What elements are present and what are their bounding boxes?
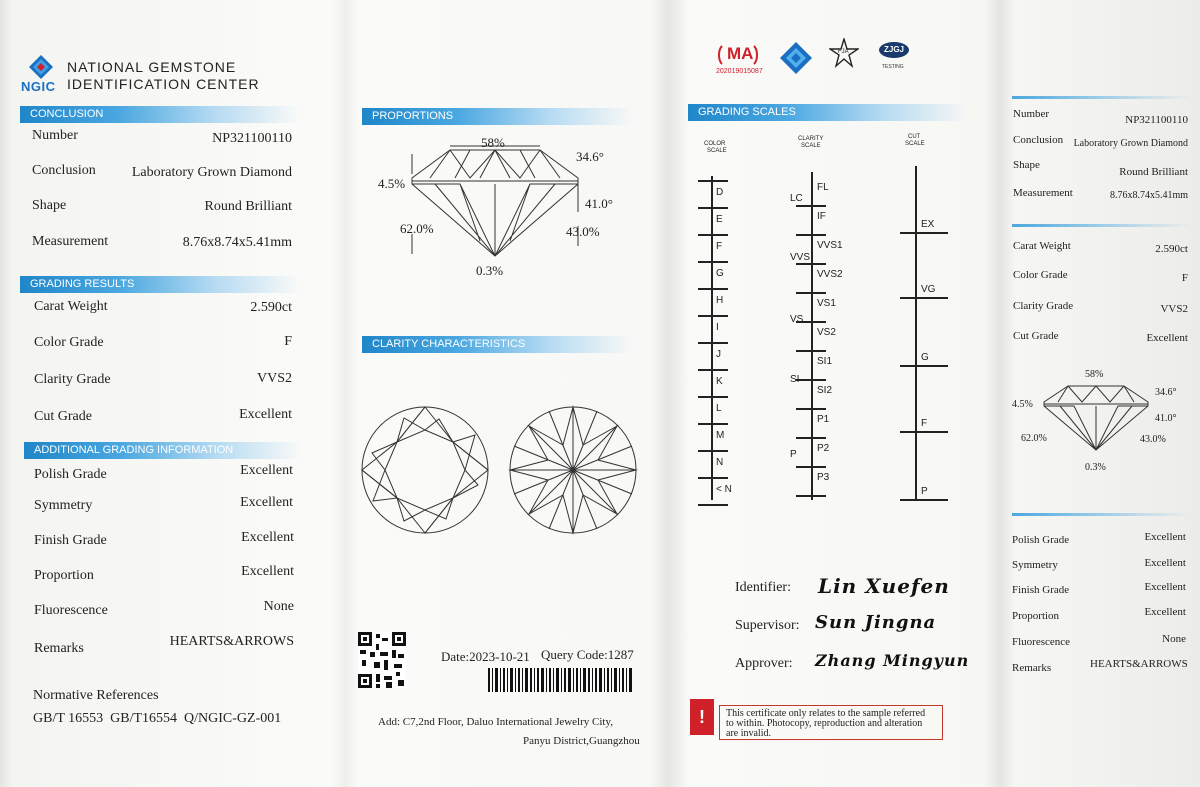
grading-value-cut: Excellent	[239, 407, 292, 422]
grading-results-heading: GRADING RESULTS	[20, 276, 300, 293]
cma-code: 202019015087	[716, 68, 763, 75]
summary-value-cut: Excellent	[1146, 332, 1188, 344]
additional-label-proportion: Proportion	[34, 568, 94, 583]
cut-scale-tick	[900, 431, 948, 433]
summary-label-fluorescence: Fluorescence	[1012, 636, 1071, 648]
clarity-group-label: VVS	[790, 252, 811, 263]
ngic-logo-icon	[28, 54, 54, 80]
clarity-grade-label: VS2	[817, 327, 836, 338]
summary-label-remarks: Remarks	[1012, 662, 1052, 674]
warning-icon: !	[690, 699, 714, 735]
conclusion-value-number: NP321100110	[212, 131, 292, 146]
cut-grade-label: P	[921, 486, 928, 497]
color-scale-tick	[698, 288, 728, 290]
testing-label: TESTING	[882, 64, 904, 70]
additional-value-remarks: HEARTS&ARROWS	[169, 634, 294, 649]
clarity-scale-tick	[796, 466, 826, 468]
issue-date: Date:2023-10-21	[441, 649, 530, 664]
summary-value-measurement: 8.76x8.74x5.41mm	[1109, 190, 1188, 201]
color-scale-tick	[698, 450, 728, 452]
summary-label-color: Color Grade	[1013, 269, 1068, 281]
clarity-group-label: VS	[790, 314, 804, 325]
cut-grade-label: EX	[921, 219, 935, 230]
clarity-scale-heading-2: SCALE	[801, 143, 821, 149]
additional-value-fluorescence: None	[263, 599, 294, 614]
summary-prop-culet: 0.3%	[1085, 462, 1106, 473]
summary-label-finish: Finish Grade	[1012, 584, 1070, 596]
clarity-grade-label: P2	[817, 443, 830, 454]
additional-info-heading: ADDITIONAL GRADING INFORMATION	[24, 442, 302, 459]
summary-value-shape: Round Brilliant	[1119, 166, 1188, 178]
cma-logo-text: MA	[727, 44, 754, 63]
prop-pavilion-pct: 43.0%	[566, 224, 600, 239]
normative-references-value: GB/T 16553 GB/T16554 Q/NGIC-GZ-001	[33, 711, 282, 726]
additional-value-proportion: Excellent	[241, 564, 294, 579]
clarity-scale-tick	[796, 379, 826, 381]
conclusion-label-measurement: Measurement	[32, 234, 109, 249]
summary-value-conclusion: Laboratory Grown Diamond	[1073, 138, 1188, 149]
additional-value-polish: Excellent	[240, 463, 293, 478]
cut-scale-tick	[900, 297, 948, 299]
cut-grade-label: F	[921, 418, 928, 429]
zjgj-logo-text: ZJGJ	[884, 45, 905, 54]
grading-label-color: Color Grade	[34, 335, 104, 350]
summary-value-clarity: VVS2	[1160, 303, 1188, 315]
color-grade-label: N	[716, 457, 724, 468]
cut-grade-label: G	[921, 352, 929, 363]
additional-label-finish: Finish Grade	[34, 533, 107, 548]
color-scale-tick	[698, 234, 728, 236]
clarity-grade-label: P1	[817, 414, 830, 425]
clarity-group-label: LC	[790, 193, 803, 204]
summary-label-shape: Shape	[1013, 159, 1040, 171]
color-grade-label: J	[716, 349, 721, 360]
color-grade-label: I	[716, 322, 719, 333]
summary-mid-rule	[1012, 224, 1190, 227]
pavilion-plot-diagram	[508, 405, 638, 535]
summary-value-remarks: HEARTS&ARROWS	[1090, 658, 1188, 670]
cut-scale-tick	[900, 499, 948, 501]
approver-signature: Zhang Mingyun	[815, 651, 970, 670]
summary-prop-crown-angle: 34.6°	[1155, 387, 1177, 398]
color-scale-tick	[698, 504, 728, 506]
color-grade-label: E	[716, 214, 723, 225]
color-scale-tick	[698, 423, 728, 425]
conclusion-value-conclusion: Laboratory Grown Diamond	[131, 165, 292, 180]
clarity-grade-label: P3	[817, 472, 830, 483]
additional-value-finish: Excellent	[241, 530, 294, 545]
summary-label-polish: Polish Grade	[1012, 534, 1070, 546]
clarity-grade-label: VVS2	[817, 269, 843, 280]
identifier-label: Identifier:	[735, 580, 791, 595]
summary-prop-table: 58%	[1085, 369, 1104, 380]
summary-value-proportion: Excellent	[1144, 606, 1186, 618]
color-scale-tick	[698, 207, 728, 209]
conclusion-label-number: Number	[32, 128, 78, 143]
grading-value-clarity: VVS2	[256, 371, 292, 386]
clarity-scale-tick	[796, 205, 826, 207]
grading-label-carat: Carat Weight	[34, 299, 108, 314]
summary-top-rule	[1012, 96, 1190, 99]
clarity-grade-label: VS1	[817, 298, 836, 309]
notice-line2: to within. Photocopy, reproduction and alteration	[726, 718, 923, 729]
fja-logo-text: FJA	[838, 49, 849, 55]
summary-label-carat: Carat Weight	[1013, 240, 1071, 252]
clarity-grade-label: VVS1	[817, 240, 843, 251]
summary-value-number: NP321100110	[1125, 114, 1188, 126]
proportions-heading: PROPORTIONS	[362, 108, 632, 125]
barcode-icon	[488, 668, 634, 692]
color-grade-label: < N	[716, 484, 732, 495]
qr-code-icon	[358, 632, 406, 688]
summary-prop-crown-height: 4.5%	[1012, 399, 1033, 410]
clarity-scale-tick	[796, 495, 826, 497]
clarity-scale-tick	[796, 292, 826, 294]
clarity-grade-label: SI2	[817, 385, 833, 396]
clarity-scale-line	[811, 172, 813, 500]
grading-scales-heading: GRADING SCALES	[688, 104, 968, 121]
color-grade-label: H	[716, 295, 724, 306]
summary-value-finish: Excellent	[1144, 581, 1186, 593]
org-name-line1: NATIONAL GEMSTONE	[67, 59, 237, 75]
supervisor-label: Supervisor:	[735, 618, 800, 633]
summary-prop-pavilion-depth: 41.0°	[1155, 413, 1177, 424]
conclusion-label-conclusion: Conclusion	[32, 163, 96, 178]
clarity-scale-tick	[796, 234, 826, 236]
grading-label-clarity: Clarity Grade	[34, 372, 111, 387]
color-scale-tick	[698, 342, 728, 344]
conclusion-value-shape: Round Brilliant	[204, 199, 292, 214]
summary-label-clarity: Clarity Grade	[1013, 300, 1074, 312]
grading-value-color: F	[284, 334, 292, 349]
color-grade-label: G	[716, 268, 724, 279]
clarity-group-label: SI	[790, 374, 800, 385]
color-scale-heading-2: SCALE	[707, 148, 727, 154]
summary-label-measurement: Measurement	[1013, 187, 1073, 199]
grading-value-carat: 2.590ct	[250, 300, 292, 315]
summary-label-cut: Cut Grade	[1013, 330, 1059, 342]
summary-value-polish: Excellent	[1144, 531, 1186, 543]
clarity-grade-label: IF	[817, 211, 826, 222]
logo-text: NGIC	[21, 79, 56, 94]
cut-scale-tick	[900, 232, 948, 234]
supervisor-signature: Sun Jingna	[815, 612, 937, 633]
color-scale-tick	[698, 315, 728, 317]
cut-scale-heading-1: CUT	[908, 134, 921, 140]
notice-line1: This certificate only relates to the sample referred	[726, 708, 926, 719]
lab-address-line2: Panyu District,Guangzhou	[523, 735, 640, 747]
prop-total-depth: 62.0%	[400, 221, 434, 236]
summary-prop-pavilion-pct: 43.0%	[1140, 434, 1166, 445]
summary-value-color: F	[1181, 272, 1188, 284]
summary-value-fluorescence: None	[1162, 633, 1186, 645]
conclusion-value-measurement: 8.76x8.74x5.41mm	[182, 235, 292, 250]
summary-label-symmetry: Symmetry	[1012, 559, 1058, 571]
color-scale-tick	[698, 261, 728, 263]
cut-scale-tick	[900, 365, 948, 367]
prop-culet: 0.3%	[476, 263, 504, 278]
conclusion-label-shape: Shape	[32, 198, 67, 213]
grading-label-cut: Cut Grade	[34, 409, 92, 424]
summary-label-conclusion: Conclusion	[1013, 134, 1064, 146]
approver-label: Approver:	[735, 656, 793, 671]
clarity-scale-heading-1: CLARITY	[798, 136, 824, 142]
additional-value-symmetry: Excellent	[240, 495, 293, 510]
color-grade-label: K	[716, 376, 723, 387]
summary-prop-total-depth: 62.0%	[1021, 433, 1047, 444]
clarity-scale-tick	[796, 263, 826, 265]
clarity-characteristics-heading: CLARITY CHARACTERISTICS	[362, 336, 632, 353]
cut-grade-label: VG	[921, 284, 936, 295]
crown-plot-diagram	[360, 405, 490, 535]
cut-scale-heading-2: SCALE	[905, 141, 925, 147]
query-code: Query Code:1287	[541, 647, 634, 662]
normative-references-title: Normative References	[33, 688, 159, 703]
summary-bottom-rule	[1012, 513, 1190, 516]
color-scale-tick	[698, 477, 728, 479]
lab-address-line1: Add: C7,2nd Floor, Daluo International Jewelry City,	[378, 716, 614, 728]
prop-pavilion-depth: 41.0°	[585, 196, 613, 211]
summary-label-number: Number	[1013, 108, 1050, 120]
color-grade-label: L	[716, 403, 722, 414]
additional-label-symmetry: Symmetry	[34, 498, 93, 513]
color-scale-heading-1: COLOR	[704, 141, 726, 147]
clarity-grade-label: SI1	[817, 356, 833, 367]
clarity-group-label: P	[790, 449, 797, 460]
additional-label-fluorescence: Fluorescence	[34, 603, 108, 618]
color-scale-tick	[698, 369, 728, 371]
conclusion-heading: CONCLUSION	[20, 106, 300, 123]
notice-box	[719, 705, 943, 740]
color-grade-label: F	[716, 241, 723, 252]
summary-value-carat: 2.590ct	[1155, 243, 1188, 255]
color-grade-label: D	[716, 187, 724, 198]
notice-line3: are invalid.	[726, 728, 771, 739]
ngic-small-logo-icon	[779, 41, 813, 75]
clarity-scale-tick	[796, 437, 826, 439]
identifier-signature: Lin Xuefen	[818, 574, 950, 598]
clarity-scale-tick	[796, 350, 826, 352]
org-name-line2: IDENTIFICATION CENTER	[67, 76, 260, 92]
cut-scale-line	[915, 166, 917, 500]
prop-crown-angle: 34.6°	[576, 149, 604, 164]
prop-crown-height: 4.5%	[378, 176, 406, 191]
color-scale-tick	[698, 396, 728, 398]
clarity-grade-label: FL	[817, 182, 829, 193]
summary-value-symmetry: Excellent	[1144, 557, 1186, 569]
clarity-scale-tick	[796, 408, 826, 410]
additional-label-polish: Polish Grade	[34, 467, 107, 482]
color-scale-tick	[698, 180, 728, 182]
additional-label-remarks: Remarks	[34, 641, 84, 656]
summary-proportions-diagram	[1038, 378, 1154, 458]
prop-table: 58%	[481, 135, 505, 150]
summary-label-proportion: Proportion	[1012, 610, 1060, 622]
color-grade-label: M	[716, 430, 725, 441]
